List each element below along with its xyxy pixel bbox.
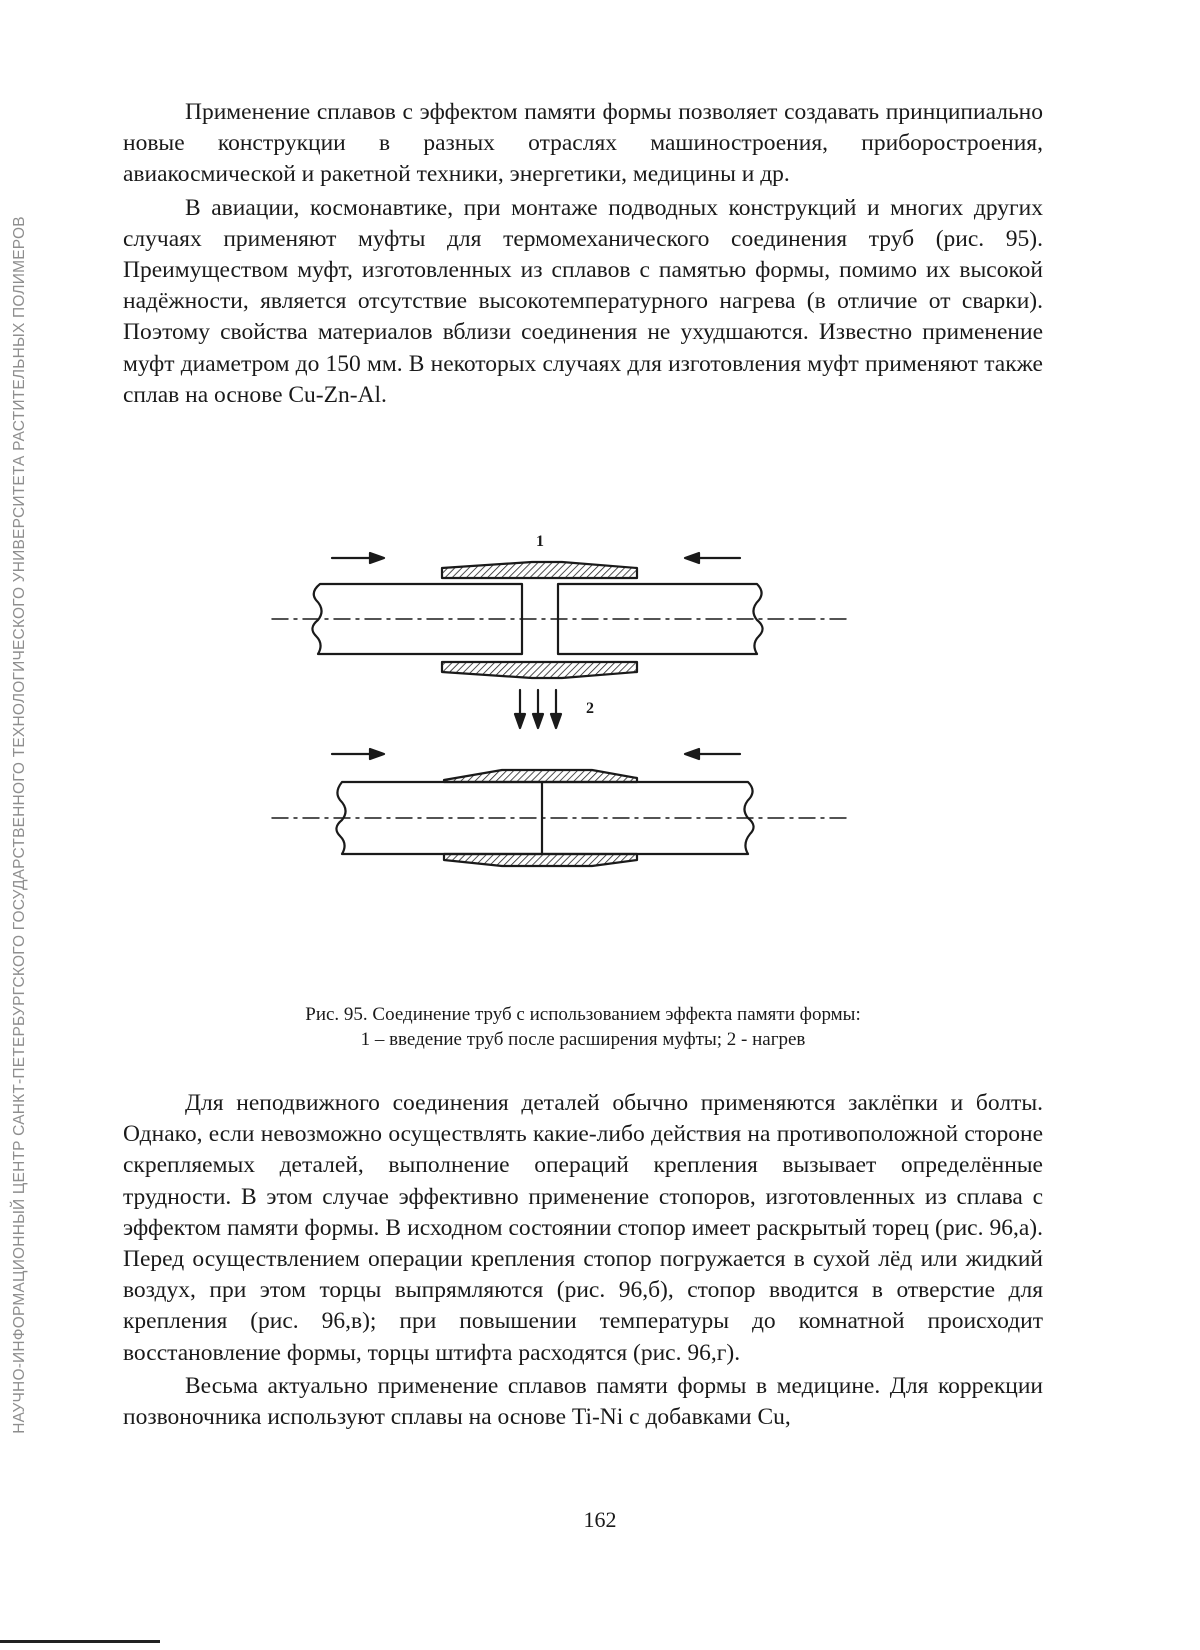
label-2: 2: [586, 700, 594, 717]
paragraph: Для неподвижного соединения деталей обычно применяются заклёпки и болты. Однако, если невозможно осуществлять какие-либо действия на противоположной стороне скрепляемых деталей, выполнение операций крепления вызывает определённые трудности. В этом случае эффективно применение стопоров, изготовленных из сплава с эффектом памяти формы. В исходном состоянии стопор имеет раскрытый торец (рис. 96,а). Перед осуществлением операции крепления стопор погружается в сухой лёд или жидкий воздух, при этом торцы выпрямляются (рис. 96,б), стопор вводится в отверстие для крепления (рис. 96,в); при повышении температуры до комнатной происходит восстановление формы, торцы штифта расходятся (рис. 96,г).: [123, 1090, 1043, 1366]
paragraph: Весьма актуально применение сплавов памяти формы в медицине. Для коррекции позвоночника используют сплавы на основе Ti-Ni с добавками Cu,: [123, 1372, 1043, 1431]
text-block-top: [123, 97, 1043, 411]
label-1: 1: [536, 533, 544, 550]
caption-line-1: Рис. 95. Соединение труб с использованием эффекта памяти формы:: [305, 1004, 861, 1025]
push-arrow-left: [332, 553, 384, 563]
paragraph: Применение сплавов с эффектом памяти формы позволяет создавать принципиально новые конструкции в разных отраслях машиностроения, приборостроения, авиакосмической и ракетной техники, энергетики, медицины и др.: [123, 99, 1043, 188]
bottom-rule: [0, 1640, 160, 1643]
sleeve-bottom-1: [442, 662, 637, 678]
push-arrow-right: [685, 553, 740, 563]
sleeve-top-1: [442, 562, 637, 578]
sleeve-top-2: [444, 770, 637, 782]
pipe-coupling-diagram: [262, 533, 862, 908]
paragraph: В авиации, космонавтике, при монтаже подводных конструкций и многих других случаях применяют муфты для термомеханического соединения труб (рис. 95). Преимуществом муфт, изготовленных из сплавов с памятью формы, помимо их высокой надёжности, является отсутствие высокотемпературного нагрева (в отличие от сварки). Поэтому свойства материалов вблизи соединения не ухудшаются. Известно применение муфт диаметром до 150 мм. В некоторых случаях для изготовления муфт применяют также сплав на основе Cu-Zn-Al.: [123, 194, 1043, 408]
figure-95: [262, 533, 862, 908]
page-number: 162: [583, 1507, 617, 1532]
watermark-text: НАУЧНО-ИНФОРМАЦИОННЫЙ ЦЕНТР САНКТ-ПЕТЕРБУРГСКОГО ГОСУДАРСТВЕННОГО ТЕХНОЛОГИЧЕСКОГО УНИВЕРСИТЕТА РАСТИТЕЛЬНЫХ ПОЛИМЕРОВ: [11, 216, 28, 1434]
figure-caption: [123, 1002, 1043, 1052]
caption-line-2: 1 – введение труб после расширения муфты; 2 - нагрев: [360, 1029, 806, 1050]
push-arrow-right-2: [685, 749, 740, 759]
sleeve-bottom-2: [444, 854, 637, 866]
text-block-bottom: [123, 1088, 1043, 1433]
push-arrow-left-2: [332, 749, 384, 759]
side-watermark: [0, 0, 40, 1650]
heat-arrows: [515, 690, 561, 728]
